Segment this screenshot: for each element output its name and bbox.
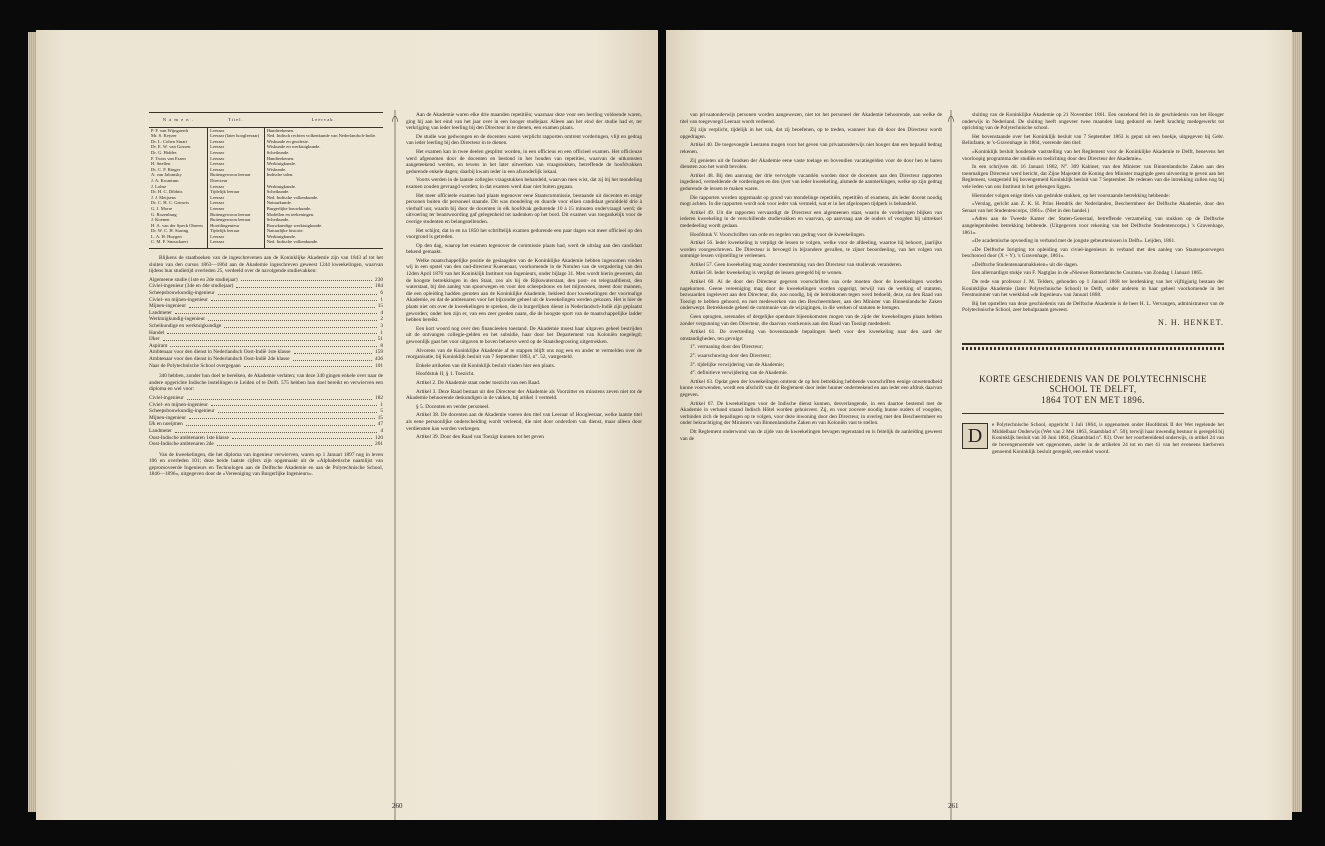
right-page [666,30,1292,820]
table-cell: Dr. E. W. van Gossen [151,144,191,150]
paragraph: Artikel 67. De kweekelingen voor de Indische dienst kunnen, desverlangende, in een daartoe bestemd met de Akademie in verband staand Indisch Hôtel worden gehuisvest. Zij, en voor zoovere noodig hunne ouders of voogden, verbinden zich de bepalingen op te volgen, voor deze inwoning door den Directeur, in overleg met den Bescheermheer en onder bekrachtiging der Ministers van Binnenlandsche Zaken en van Koloniën vast te stellen. [680,400,942,427]
table-cell: Natuurlijke historie. [264,228,383,234]
table-cell: Wiskunde en geodesie. [264,139,383,145]
paragraph: Bij het opstellen van deze geschiedenis van de Delftsche Akademie is de heer H. L. Vervangen, administrateur van de Polytechnische School, zeer behulpzaam geweest. [962,300,1224,314]
table-cell: H. Snellen [151,161,171,167]
paragraph: Geen optogten, serenades of dergelijke openbare bijeenkomsten mogen van de zijde der kweekelingen plaats hebben zonder vergunning van den Directeur, die daarvan voorkennis aan den Raad van Toezigt mededeelt. [680,314,942,327]
list-item [149,363,383,370]
staff-table-header [149,113,383,128]
paragraph: Hoofdstuk V. Voorschriften van orde en regelen van gedrag voor de kweekelingen. [690,231,866,238]
list-item [149,316,383,323]
list-item-count: 159 [375,349,383,356]
table-cell: Leeraar [208,150,265,156]
list-item-count: 47 [377,421,383,428]
table-cell: Werktuigkunde. [264,184,383,190]
leader-dots [217,441,372,446]
list-item-count: 4 [380,427,383,434]
list-item-label: IJker [149,336,160,343]
paragraph: Artikel 61. De overtreding van bovenstaande bepalingen heeft voor den kweekeling naar den aard der omstandigheden, ten gevolge: [680,329,942,342]
paragraph: Artikel 57. Geen kweekeling mag zonder toestemming van den Directeur van studievak veranderen. [690,261,903,268]
leader-dots [294,349,373,354]
list-item-label: Civiel-ingenieur (3de en 4de studiejaar) [149,283,234,290]
list-item-label: IJk en noeijmen [149,421,183,428]
list-item [149,408,383,415]
list-item-count: 101 [375,362,383,369]
leader-dots [208,316,377,321]
table-cell: Scheikunde. [264,217,383,223]
leader-dots [211,297,378,302]
list-item-label: Algemeene studie (1ste en 2de studiejaar) [149,276,238,283]
leader-dots [163,336,375,341]
table-cell: Leeraar [208,161,265,167]
table-cell: Modellen en teekeningen. [264,212,383,218]
column-divider-ornament-left [392,110,398,820]
list-item-label: Handel [149,329,165,336]
table-cell: Ned. Indisch rechten volkenkunde van Nederlandsch-Indie. [264,133,383,139]
list-item [149,283,383,290]
leader-dots [241,277,372,282]
table-cell: Buitengewoon leeraar [208,172,265,178]
author-signature: N. H. HENKET. [1158,318,1224,328]
leader-dots [244,363,372,368]
table-cell: Bouwkundige werktuigkunde. [264,223,383,229]
table-cell: Mr. S. Keyzer [151,133,177,139]
list-item-label: Scheepsbouwkundig-ingenieur [149,408,215,415]
paragraph: 2°. waarschuwing door den Directeur; [690,353,771,359]
list-item-label: Naar de Polytechnische School overgegaan [149,362,241,369]
section-rule-ornament [962,347,1224,350]
left-col-1 [149,112,383,480]
table-cell: Leeraar [208,239,265,248]
list-item-count: 120 [375,434,383,441]
paragraph: »Koninklijk besluit houdende vaststelling van het Reglement voor de Koninklijke Akademie te Delft, benevens het voorloopig programma der studiën en toelichting door den Directeur der Akademie«. [962,148,1224,162]
leader-dots [218,290,378,295]
leader-dots [189,303,375,308]
table-cell: Ned. Indische volkenkunde. [264,195,383,201]
left-page [36,30,658,820]
paragraph: Het meer officieele examen had plaats tegenover eene Staatscommissie, bestaande uit docenten en enige personen buiten dit personeel staande. Dit was mondeling en duurde voor elken candidaat gemiddeld drie à vierhalf uur, waarin bij door de docenten in elk hoofdvak gedurende 10 à 15 minuten ondervraagd werd; de uitvoering ter beantwoording gaf gelegenheid tot nadenken op het bord. Dit examen was toegankelijk voor de overige studenten en belangstellenden. [406,192,642,225]
leader-dots [170,343,377,348]
list-item-count: 230 [375,276,383,283]
list-item-count: 5 [380,408,383,415]
table-cell: J. J. Meijsens [151,194,176,200]
table-cell: Buitengewoon leeraar [208,217,265,223]
paragraph: Artikel 38. De docenten aan de Akademie voeren den titel van Leeraar of Hoogleeraar, welke laatste titel als eene persoonlijke onderscheiding wordt verleend, die niet door onderdom van dienst, maar alleen door verdiensten kan worden verkregen. [406,412,642,432]
paragraph: § 5. Docenten en verder personeel. [416,403,490,410]
leader-dots [293,356,372,361]
paragraph: Aan de Akademie waren elke drie maanden repetitiën; waarnaar deze voor een leerling voldoende waren, ging hij aan het eind van het jaar over in een hooger studiejaar. Alleen aan het eind der studie had er, ter verkrijging van ieder leerling bij den Directeur in te dienen, een examen plaats. [406,112,642,132]
page-stack-right [1292,32,1302,812]
table-cell: Leeraar [208,156,265,162]
staff-table-header-cell: Leervak. [264,113,383,128]
leader-dots [232,435,372,440]
list-item [149,330,383,337]
staff-table-header-cell: N a m e n . [149,113,208,128]
table-cell: Leeraar [208,127,265,133]
list-item-count: 1 [380,329,383,336]
table-cell: Leeraar [208,167,265,173]
table-cell: J. Koenen [151,217,170,223]
paragraph: Het bovenstaande over het Koninklijk besluit van 7 September 1863 is geput uit een boekje, uitgegeven bij Gebr. Belinfante, te 's-Gravenhage in 1864, voerende den titel: [962,133,1224,147]
list-item-label: Civiel- en mijnen-ingenieur [149,296,208,303]
list-item-label: Scheepsbouwkundig-ingenieur [149,290,215,297]
paragraph: 4°. definitieve verwijdering van de Akademie. [690,370,788,377]
table-cell: H. A. van der Speck Obreen [151,222,203,228]
list-item-count: 3 [380,323,383,329]
table-cell: J. Lohse [151,183,167,189]
list-item [149,415,383,422]
list-item [149,336,383,343]
list-item-label: Mijnen-ingenieur [149,414,187,421]
list-item-count: 184 [375,283,383,290]
table-cell: Leeraar [208,206,265,212]
table-cell: Dr. H. C. Dibbits [151,189,183,195]
table-cell: Dr. C. H. C. Grinwis [151,200,190,206]
staff-table [149,112,383,249]
table-cell: G. J. Morre [151,205,173,211]
table-cell: Tijdelijk leeraar [208,228,265,234]
list-item-label: Ambtenaar voor den dienst in Nederlandsch Oost-Indië 1ste klasse [149,349,291,356]
table-cell: Scheikunde. [264,150,383,156]
list-item-label: Mijnen-ingenieur [149,303,187,310]
list-item-label: Oost-Indische ambtenaren 1ste klasse [149,434,229,441]
table-cell: F. Twiss van Essen [151,155,186,161]
list-item [149,343,383,350]
list-item-count: 4 [380,309,383,316]
list-item-label: Werktuigkundig-ingenieur [149,316,206,323]
paragraph: De studie was gedwongen en de docenten waren verplicht rapporten omtrent vorderingen, vlijt en gedrag van ieder leerling bij den Directeur in te dienen. [406,133,642,147]
paragraph: Zij zijn verplicht, tijdelijk in het vak, dat zij beoefenen, op te treden, wanneer hun dit door den Directeur wordt opgedragen. [680,127,942,140]
paragraph: Op den dag, waarop het examen tegenover de commissie plaats had, werd de uitslag aan den candidaat bekend gemaakt. [406,242,642,256]
table-cell: Directeur [208,178,265,184]
left-mid-paragraph: 340 hebben, zonder hun doel te bereiken, de Akademie verlaten; van deze 340 gingen enkele over naar de andere opgerichte Indische instellingen te Leiden of te Delft. 575 hebben hun doel bereikt en verwierven een diploma en wel voor: [149,373,383,393]
list-item [149,323,383,330]
section-title-line-1: KORTE GESCHIEDENIS VAN DE POLYTECHNISCHE [979,373,1207,384]
table-cell: Handteekenen. [264,127,383,133]
table-cell: C. M. F. Snouckaert [149,239,208,248]
list-item-count: 2 [380,316,383,323]
list-item-count: 201 [375,441,383,448]
paragraph: van privaatonderwijs personen worden aangewezen, niet tot het personeel der Akademie behoorende, aan welke de titel van toegevoegd Leeraar wordt verleend. [680,112,942,125]
left-outro-paragraph: Van de kweekelingen, die het diploma van ingenieur verwierven, waren op 1 Januari 1897 nog in leven 106 en overleden 101; deze beide laatste cijfers zijn opgemaakt uit de »Alphabetische naamlijst van gepromoveerde Ingenieurs en Technologen aan de Delftsche Akademie en aan de Polytechnische School, 1846—1896«, uitgegeven door de »Vereeniging van Burgerlijke Ingenieurs«. [149,451,383,478]
paragraph: De rede van professor J. M. Telders, gehouden op 1 Januari 1868 ter herdenking van het vijftigjarig bestaan der Koninklijke Akademie (later Polytechnische School) te Delft, onder anderen in haar geheel voorkomende in het Feestnummer van het weekblad »de Ingenieur« van Januari 1868. [962,279,1224,299]
paragraph: Artikel 2. De Akademie staat onder toezicht van een Raad. [416,379,541,386]
list-item-label: Scheikundige en werktuigkundige [149,323,222,329]
page-stack-left [28,32,36,812]
paragraph: Artikel 39. Door den Raad van Toezigt kunnen tot het geven [416,434,544,441]
list-item-label: Ambtenaar voor den dienst in Nederlandsch Oost-Indië 2de klasse [149,355,290,362]
list-item-label: Landmeter [149,427,172,434]
table-cell: Werktuigkunde. [264,234,383,240]
list-item [149,290,383,297]
table-cell: Ned. Indische volkenkunde. [264,239,383,248]
section-rule-top [962,343,1224,345]
list-item-count: 6 [380,290,383,297]
paragraph: Een kort woord nog over den financieelen toestand. De Akademie moest haar uitgaven geheel bestrijden uit de ontvangen collegie-gelden en het subsidie, haar door het Departement van Koloniën toegelegd; gewoonlijk gaat het voor uitgaven te boven behoeve werd op de Staatsbegrooting uitgetrokken. [406,325,642,345]
list-item [149,395,383,402]
paragraph: Artikel 63. Opdat geen der kweekelingen omtrent de op hen betrekking hebbende voorschriften eenige onwetendheid kunne voorwenden, wordt een afschrift van dit Reglement door ieder hunner onderteekend en aan ieder een afdruk daarvan gegeven. [680,378,942,398]
paragraph: Zij genieten uit de fondsen der Akademie eene vaste toelage en bovendien vacatiegelden voor de door hen te baren diensten zoo het wordt bevolen. [680,157,942,171]
leader-dots [187,395,372,400]
table-cell: G. Rozenburg [151,211,177,217]
paragraph: Welke maatschappelijke positie de geslaagden van de Koninklijke Akademie hebben ingenomen vinden wij in een opstel van den oud-directeur Kuenenaar, voorkomende in de Notulen van de vergadering van den 12den April 1870 van het Koninklijk Instituut van Ingenieurs, onder bijlage 31. Men wordt hierin gewezen, dat de hoogste betrekkingen in den Staat, zoo als bij de Rijkswaterstaat, den post- en telegraafdienst, den waterstaat, bij den aanleg van spoorwegen en voor den scheepsbouw en het mijnwezen, meest door mannen, die een opleiding hadden genoten aan de Koninklijke Akademie, bekleed door kweekelingen der voormalige Akademie, en dat de ambtenaren voor het bijzonder geheel uit de kweekelingen werden gekozen. Het is hier de plaats niet om over de kweekelingen te spreken, die in burgerlijken dienst in Nederlandsch-Indië zijn geplaatst geworden; onder hen zijn er, van een zeer goeden naam, die de hoogste sport van de maatschappelijke ladder hebben bereikt. [406,257,642,324]
leader-dots [236,283,372,288]
paragraph: sluiting van de Koninklijke Akademie op 21 November 1861. Een onzekend feit in de geschiedenis van het Hooger onderwijs in Nederland. De sluiting heeft ongeveer twee maanden lang geduurd en heeft krachtig medegewerkt tot oprichting van de Polytechnische school. [962,112,1224,132]
left-intro-paragraph: Blijkens de staatboeken van de ingeschrevenen aan de Koninklijke Akademie zijn van 1843 af tot het sluiten van den cursus 1863—1864 aan de Akademie ingeschreven geweest 1244 kweekelingen, waarvan tijdens hun studietijd overleden 25, verdeeld over de navolgende studievakken: [149,255,383,275]
table-cell: Leeraar (later hoogleeraar) [208,133,265,139]
table-cell: Wiskunde. [264,167,383,173]
leader-dots [211,402,378,407]
table-cell: Leeraar [208,200,265,206]
table-cell: A. van Jalomsky [151,172,182,178]
paragraph: Artikel 49. Uit die rapporten vervaardigt de Directeur een algemeenen staat, waarin de vorderingen blijken van iederen kweekeling in de verschillende studievakken en waarvan, op aanvraag aan de ouders of voogden bij uittreksel mededeeling wordt gedaan. [680,209,942,229]
list-item [149,435,383,442]
paragraph: Die rapporten worden opgemaakt op grond van mondelinge repetitiën, repetitiën of examens, als ieder docent noodig mogt achten. In die rapporten wordt ook voor ieder vak vermeld, wat er in het afgeloopen tijdperk is behandeld. [680,194,942,208]
paragraph: 1°. vermaning door den Directeur; [690,344,763,351]
list-item [149,441,383,448]
paragraph: Artikel 48. Bij den aanvang der drie vervolgde vacantiën worden door de docenten aan den Directeur rapporten ingediend, vermeldende de vorderingen en den ijver van ieder kweekeling, alsmede de aanmerkingen, welke op zijn gedrag gedurende de lessen te maken waren. [680,172,942,192]
paragraph: Artikel 60. Al de door den Directeur gegeven voorschriften van orde moeten door de kweekelingen worden nagekomen. Geene vereeniging mag door de kweekelingen worden opgerigt, terwijl van de werking of statuten, bezwaarden ingelevert aan den Directeur, die, zoo noodig, bij de betrokkenen tegen werd bedoeld, deze, na den Raad van Toezigt te hebben gehoord, en met medewerken van den Bescheermheer, aan den Minister van Binnenlandsche Zaken onderwerpt. Betrekkende geheel de communie van de wijzigingen, in die werken of statuten te brengen. [680,279,942,312]
table-cell: Leeraar [208,144,265,150]
list-item-label: Civiel- en mijnen-ingenieur [149,401,208,408]
table-cell: Dr. W. C. H. Staring [151,228,189,234]
paragraph: Een allernardigst stukje van F. Nagtglas in de »Nieuwe Rotterdamsche Courant« van Zondag 1 Januari 1865. [972,270,1203,277]
list-item [149,349,383,356]
list-item-count: 15 [377,303,383,310]
table-cell: Buitengewoon leeraar [208,212,265,218]
study-list-1 [149,277,383,369]
leader-dots [189,415,375,420]
column-divider-ornament-right [948,110,954,820]
paragraph: Artikel 58. Ieder kweekeling is verpligt de lessen geregeld bij te wonen. [690,270,843,277]
paragraph: Artikel 56. Ieder kweekeling is verpligt de lessen te volgen, welke voor de afdeeling, waartoe hij behoort, jaarlijks worden voorgeschreven. De Directeur is bevoegd in bijzondere gevallen, te zijner beoordeeling, van het volgen van sommige lessen vrijstelling te verleenen. [680,240,942,260]
table-cell: Indische talen. [264,172,383,178]
table-cell: Leeraar [208,195,265,201]
list-item-count: 8 [380,342,383,349]
list-item-count: 15 [377,414,383,421]
section-title-line-2: SCHOOL TE DELFT, [1049,384,1137,395]
table-row [149,239,383,248]
list-item-label: Landmeter [149,309,172,316]
left-col-2 [406,112,642,443]
paragraph: 3°. tijdelijke verwijdering van de Akademie; [690,361,785,368]
table-cell: Leeraar [208,139,265,145]
staff-table-header-cell: Titel. [208,113,265,128]
table-cell: L. A. H. Huygen [151,233,182,239]
paragraph: »Delftsche Studentenaanmakkeien« uit die dagen. [972,261,1079,268]
table-cell: Wiskunde en werktuigkunde. [264,144,383,150]
paragraph: Artikel 40. De toegevoegde Leeraren mogen voor het geven van privaatonderwijs niet hooger dan een bepaald bedrag rekenen. [680,142,942,155]
table-cell: Dr. G. Hiddes [151,149,177,155]
table-cell: Natuurkunde. [264,200,383,206]
study-list-2 [149,395,383,448]
list-item-count: 51 [377,336,383,343]
section-opening-paragraph: e Polytechnische School, opgericht 1 Juli 1864, is opgenomen onder Hoofdstuk II der Wet regelende het Middelbaar Onderwijs (Wet van 2 Mei 1863, Staatsblad n°. 50); terwijl haar inwendig bestuur is geregeld bij Koninklijk besluit van 30 Juni 1864, (Staatsblad n°. 83). Over het voorbereidend onderwijs, in artikel 24 van de bovengenoemde wet opgenomen, ander in de artikelen 24 tot en met 41 van het eveneens hierboven genoemd Koninklijk besluit geregeld, een enkel woord. [992,422,1224,455]
list-item [149,356,383,363]
paragraph: Hoofdstuk II, § 1. Toezicht. [416,371,475,378]
list-item-label: Aspirant [149,342,168,349]
leader-dots [224,323,377,328]
paragraph: Enkele artikelen van dit Koninklijk besluit vinden hier een plaats. [416,362,556,369]
paragraph: »Adres aan de Tweede Kamer der Staten-Generaal, betreffende verzameling van stukken op de Delftsche aangelegenheden betrekking hebbende. (Uitgegeven voor rekening van het Delftsche Studentencorps.) 's Gravenhage, 1861«. [962,216,1224,236]
list-item [149,428,383,435]
list-item [149,303,383,310]
drop-cap: D [962,423,988,449]
table-cell: Leeraar [208,234,265,240]
leader-dots [175,428,377,433]
list-item [149,421,383,428]
paragraph: Hieronder volgen enige titels van gedrukte stukken, op het voorstaande betrekking hebbende: [972,192,1170,199]
list-item-label: Civiel-ingenieur [149,394,184,401]
section-title-line-3: 1864 TOT EN MET 1896. [1041,394,1145,405]
table-cell: Dr. C. F. Ringer [151,166,181,172]
table-cell: Burgerlijke bouwkunde. [264,206,383,212]
list-item [149,402,383,409]
list-item-count: 182 [375,394,383,401]
paragraph: Het schijnt, dat in en na 1850 het schriftelijk examen gedurende een paar dagen wat meer officieel op den voorgrond is getreden. [406,227,642,241]
list-item-count: 1 [380,401,383,408]
table-cell: Hoofdingenieur [208,223,265,229]
right-col-2 [962,112,1224,455]
paragraph: Het examen kan in twee deelen gesplitst worden, in een officieus en een officieel examen. Het officieuze werd afgenomen door de docenten en bestond in het houden van repetities, waarvan de uitkomsten aangeteekend werden, en tevens in het later uitwerken van vraagstukken, betreffende de hoofdvakken gedurende enkele dagen; daarbij kwam ieder in een afzonderlijk lokaal. [406,148,642,175]
leader-dots [167,330,377,335]
table-cell: Scheikunde. [264,189,383,195]
paragraph: Artikel 3. Deze Raad bestaat uit den Directeur der Akademie als Voorzitter en minstens zeven niet tot de Akademie behoorende deskundigen in de vakken, bij artikel 1 vermeld. [406,388,642,402]
leader-dots [175,310,377,315]
paragraph: Dit Reglement onderwond van de zijde van de kweekelingen bevogen tegenstand en is feitelijk de aanleiding geweest van de [680,428,942,442]
paragraph: »Verslag, gericht aan Z. K. H. Prins Hendrik der Nederlanden, Beschermheer der Delftsche Akademie, door den Senaat van het Studentencorps, 1861«. (Niet in den handel.) [962,201,1224,214]
paragraph: »De Delftsche Inrigting tot opleiding van civiel-ingenieurs in verband met den aanleg van Staatsspoorwegen beschouwd door (X + Y). 's Gravenhage, 1861«. [962,246,1224,260]
table-cell: Werktuigkunde. [264,161,383,167]
paragraph: »De academische opvoeding in verband met de jongste gebeurtenissen in Delft«. Leijden, 1861. [972,238,1176,245]
paragraph: In een schrijven dd. 16 Januari 1862, N°. 309 Kabinet, van den Minister van Binnenlandsche Zaken aan den toenmaligen Directeur werd bericht, dat Zijne Majesteit de Koning den Minister magtigde geen uitvoering te geven aan het Reglement, vastgesteld bij bovengemeld Koninklijk besluit van 7 September. De redenen van die intrekking zullen nog bij vele leden van ons Instituut in het geheugen liggen. [962,164,1224,190]
list-item [149,297,383,304]
table-cell: P. F. van Wijngaerdt [151,127,189,133]
table-cell: Tijdelijk leeraar [208,189,265,195]
leader-dots [218,408,378,413]
left-page-number: 260 [392,802,403,810]
list-item-count: 1 [380,296,383,303]
table-cell: J. A. Kwantum [151,177,179,183]
right-col-1 [680,112,942,444]
right-page-number: 261 [948,802,959,810]
list-item-count: 436 [375,355,383,362]
table-cell: Handteekenen. [264,156,383,162]
paragraph: Alvorens van de Koninklijke Akademie af te stappen blijft ons nog een en ander te vermelden over de reorganisatie, bij Koninklijk besluit van 7 September 1863, n°. 52, vastgesteld. [406,347,642,361]
table-cell: Dr. L. Cohen Stuart [151,138,188,144]
list-item [149,310,383,317]
right-col-2-paragraphs [962,112,1224,314]
table-cell: Leeraar [208,184,265,190]
paragraph: Voorts werden in de laatste collegies vraagstukken behandeld, waarvan men wist, dat zij bij het mondeling examen zouden gevraagd worden; in dat examen werd daar niet buiten gegaan. [406,177,642,190]
list-item-label: Oost-Indische ambtenaren 2de [149,441,214,448]
staff-table-body [149,127,383,248]
leader-dots [186,421,375,426]
